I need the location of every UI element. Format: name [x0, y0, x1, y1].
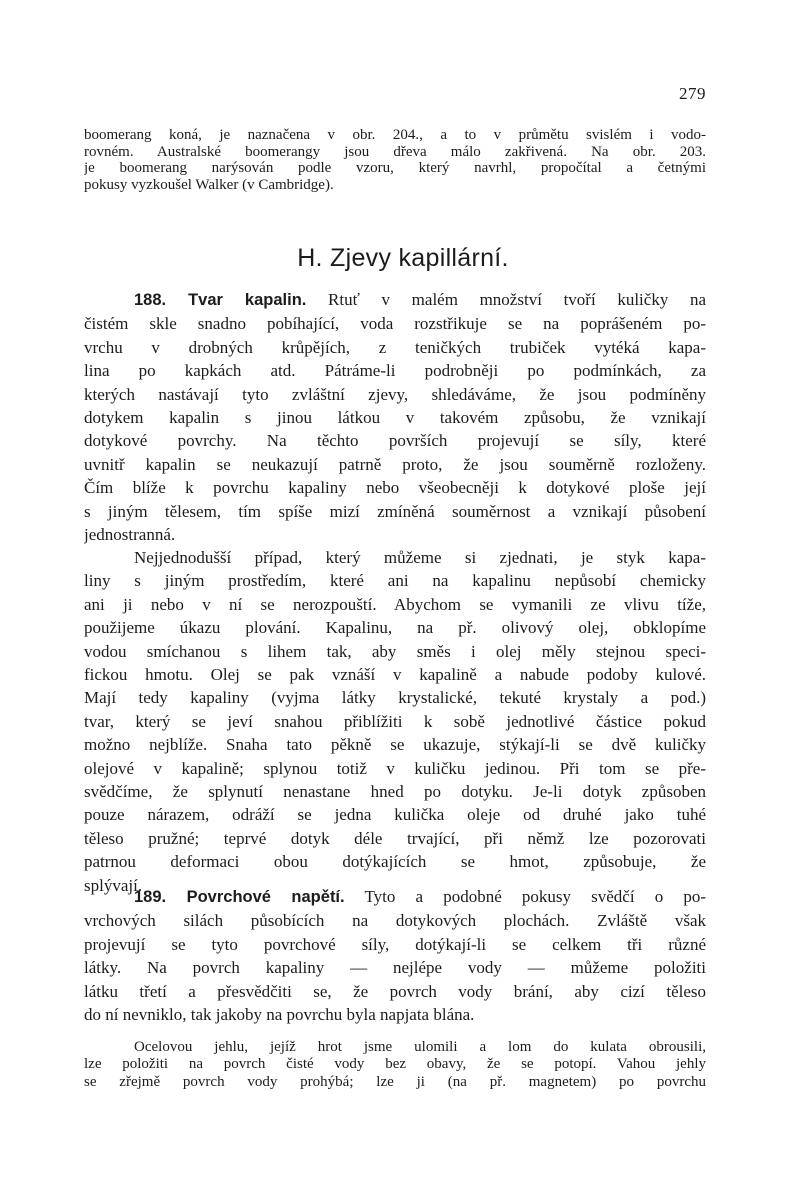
section-188-first-line-text: Rtuť v malém množství tvoří kuličky na: [328, 290, 706, 309]
text-line: možno nejblíže. Snaha tato pěkně se ukazuje, stýkají-li se dvě kuličky: [84, 735, 706, 755]
text-line: se zřejmě povrch vody prohýbá; lze ji (na př. magnetem) po povrchu: [84, 1073, 706, 1090]
text-line: lze položiti na povrch čisté vody bez obavy, že se potopí. Vahou jehly: [84, 1056, 706, 1073]
text-line: projevují se tyto povrchové síly, dotýkají-li se celkem tři různé: [84, 934, 706, 954]
text-line: těleso pružné; teprvé dotyk déle trvající, při němž lze pozorovati: [84, 828, 706, 848]
section-188-title: 188. Tvar kapalin.: [134, 291, 307, 309]
page-number: 279: [679, 84, 706, 103]
text-line: Čím blíže k povrchu kapaliny nebo všeobecněji k dotykové ploše její: [84, 478, 706, 498]
text-line: pokusy vyzkoušel Walker (v Cambridge).: [84, 176, 334, 193]
text-line: dotykem kapalin s jinou látkou v takovém způsobu, že vznikají: [84, 408, 706, 428]
text-line: s jiným tělesem, tím spíše mizí zmíněná souměrnost a vznikají působení: [84, 501, 706, 521]
small-print-paragraph: [84, 1039, 706, 1091]
text-line: lina po kapkách atd. Pátráme-li podrobněji po podmínkách, za: [84, 361, 706, 381]
text-line: boomerang koná, je naznačena v obr. 204., a to v průmětu svislém i vodo-: [84, 127, 706, 143]
text-line: patrnou deformaci obou dotýkajících se hmot, způsobuje, že: [84, 852, 706, 872]
text-line: vodou smíchanou s lihem tak, aby směs i olej měly stejnou speci-: [84, 641, 706, 661]
text-line: je boomerang narýsován podle vzoru, který navrhl, propočítal a četnými: [84, 160, 706, 177]
paragraph-simple-case: [84, 546, 706, 897]
text-line: svědčíme, že splynutí nenastane hned po dotyku. Je-li dotyk způsoben: [84, 782, 706, 802]
text-line: ani ji nebo v ní se nerozpouští. Abychom se vymanili ze vlivu tíže,: [84, 594, 706, 614]
text-line: vrchových silách působících na dotykových plochách. Zvláště však: [84, 911, 706, 931]
text-line: rovném. Australské boomerangy jsou dřeva málo zakřivená. Na obr. 203.: [84, 143, 706, 160]
text-line: Ocelovou jehlu, jejíž hrot jsme ulomili a lom do kulata obrousili,: [134, 1039, 706, 1055]
text-line: uvnitř kapalin se neukazují patrně proto, že jsou souměrně rozloženy.: [84, 454, 706, 474]
text-line: látky. Na povrch kapaliny — nejlépe vody — můžeme položiti: [84, 958, 706, 978]
text-line: pouze nárazem, odráží se jedna kulička oleje od druhé jako tuhé: [84, 805, 706, 825]
text-line: čistém skle snadno pobíhající, voda rozstřikuje se na poprášeném po-: [84, 314, 706, 334]
intro-paragraph: [84, 127, 706, 193]
text-line: dotykové povrchy. Na těchto površích projevují se síly, které: [84, 431, 706, 451]
text-line: liny s jiným prostředím, které ani na kapalinu nepůsobí chemicky: [84, 571, 706, 591]
text-line: olejové v kapalině; splynou totiž v kuličku jedinou. Při tom se pře-: [84, 758, 706, 778]
text-line: splývají.: [84, 875, 143, 895]
text-line: tvar, který se jeví snahou přiblížiti k sobě jednotlivé částice pokud: [84, 711, 706, 731]
text-line: Mají tedy kapaliny (vyjma látky krystalické, tekuté krystaly a pod.): [84, 688, 706, 708]
section-189-first-line: [84, 885, 706, 909]
section-188: [84, 288, 706, 546]
chapter-heading: H. Zjevy kapillární.: [297, 244, 509, 272]
text-line: fickou hmotu. Olej se pak vznáší v kapalině a nabude podoby kulové.: [84, 665, 706, 685]
text-line: Nejjednodušší případ, který můžeme si zjednati, je styk kapa-: [134, 548, 706, 567]
text-line: látku třetí a přesvědčiti se, že povrch vody brání, aby cizí těleso: [84, 981, 706, 1001]
section-188-first-line: [84, 288, 706, 312]
section-189-title: 189. Povrchové napětí.: [134, 888, 345, 906]
text-line: jednostranná.: [84, 525, 176, 545]
text-line: použijeme úkazu plování. Kapalinu, na př. olivový olej, obklopíme: [84, 618, 706, 638]
text-line: do ní nevniklo, tak jakoby na povrchu byla napjata blána.: [84, 1005, 475, 1025]
text-line: vrchu v drobných krůpějích, z teničkých trubiček vytéká kapa-: [84, 337, 706, 357]
text-line: kterých nastávají tyto zvláštní zjevy, shledáváme, že jsou podmíněny: [84, 384, 706, 404]
section-189: [84, 885, 706, 1026]
section-189-first-line-text: Tyto a podobné pokusy svědčí o po-: [364, 887, 706, 906]
